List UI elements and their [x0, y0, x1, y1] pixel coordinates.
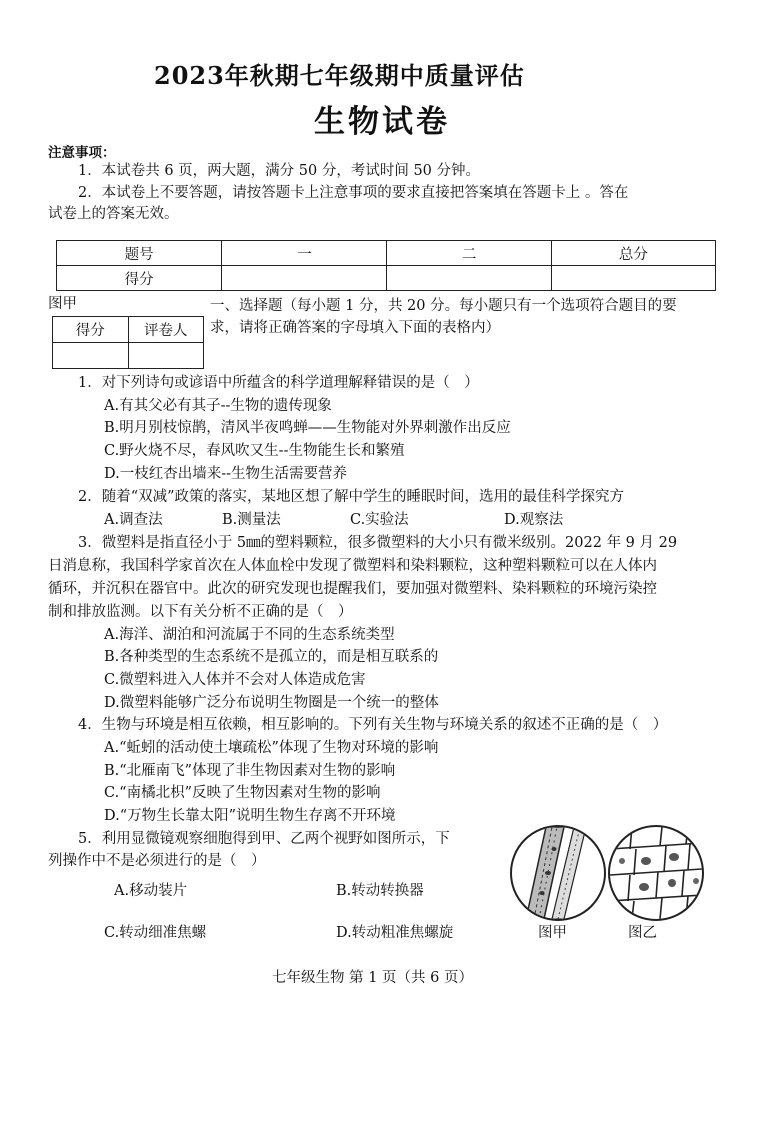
- grader-table: [52, 316, 204, 369]
- q4-option-a: A.“蚯蚓的活动使土壤疏松”体现了生物对环境的影响: [104, 740, 439, 756]
- q1-option-a: A.有其父必有其子--生物的遗传现象: [104, 398, 332, 414]
- score-header-part1: 一: [222, 241, 387, 266]
- q1-stem: 1．对下列诗句或谚语中所蕴含的科学道理解释错误的是（ ）: [78, 375, 479, 391]
- score-cell-total: [551, 266, 715, 291]
- grader-header-reviewer: 评卷人: [128, 317, 204, 343]
- q3-stem-line-2: 日消息称，我国科学家首次在人体血栓中发现了微塑料和染料颗粒，这种塑料颗粒可以在人体内: [48, 558, 657, 574]
- grader-header-score: 得分: [53, 317, 129, 343]
- q4-option-d: D.“万物生长靠太阳”说明生物生存离不开环境: [104, 808, 396, 824]
- q4-option-c: C.“南橘北枳”反映了生物因素对生物的影响: [104, 785, 381, 801]
- page-footer: 七年级生物 第 1 页（共 6 页）: [272, 970, 473, 986]
- score-header-total: 总分: [551, 241, 715, 266]
- score-cell-part1: [222, 266, 387, 291]
- q3-option-b: B.各种类型的生态系统不是孤立的，而是相互联系的: [104, 649, 439, 665]
- q3-stem-line-4: 制和排放监测。以下有关分析不正确的是（ ）: [48, 604, 353, 620]
- microscope-view-a-figure: [510, 825, 606, 921]
- q2-option-a: A.调查法: [104, 512, 163, 528]
- section-1-instructions: 求，请将正确答案的字母填入下面的表格内）: [210, 320, 500, 336]
- microscope-view-b-figure: [608, 825, 704, 921]
- grader-cell-score: [53, 343, 129, 369]
- q2-option-d: D.观察法: [504, 512, 564, 528]
- q5-option-d: D.转动粗准焦螺旋: [336, 925, 454, 941]
- q5-stem-line-2: 列操作中不是必须进行的是（ ）: [48, 853, 266, 869]
- section-1-title: 一、选择题（每小题 1 分，共 20 分。每小题只有一个选项符合题目的要: [210, 298, 677, 314]
- q3-stem-line-3: 循环，并沉积在器官中。此次的研究发现也提醒我们，要加强对微塑料、染料颗粒的环境污染控: [48, 581, 657, 597]
- q1-option-b: B.明月别枝惊鹊，清风半夜鸣蝉——生物能对外界刺激作出反应: [104, 420, 511, 436]
- notice-item-1: 1．本试卷共 6 页，两大题，满分 50 分，考试时间 50 分钟。: [78, 163, 481, 179]
- q3-option-a: A.海洋、湖泊和河流属于不同的生态系统类型: [104, 627, 395, 643]
- q5-option-c: C.转动细准焦螺: [104, 925, 207, 941]
- q5-option-b: B.转动转换器: [336, 883, 424, 899]
- q5-option-a: A.移动装片: [114, 883, 188, 899]
- score-row-label: 得分: [57, 266, 222, 291]
- q3-option-d: D.微塑料能够广泛分布说明生物圈是一个统一的整体: [104, 695, 439, 711]
- figure-b-label: 图乙: [628, 925, 657, 941]
- score-cell-part2: [387, 266, 551, 291]
- q2-option-b: B.测量法: [222, 512, 281, 528]
- exam-subtitle: 生物试卷: [314, 104, 450, 140]
- section-fig-label: 图甲: [48, 296, 77, 312]
- q1-option-d: D.一枝红杏出墙来--生物生活需要营养: [104, 466, 348, 482]
- q3-option-c: C.微塑料进入人体并不会对人体造成危害: [104, 672, 366, 688]
- q2-option-c: C.实验法: [350, 512, 409, 528]
- q5-stem-line-1: 5．利用显微镜观察细胞得到甲、乙两个视野如图所示，下: [78, 831, 450, 847]
- score-header-part2: 二: [387, 241, 551, 266]
- notice-item-2-cont: 试卷上的答案无效。: [48, 206, 179, 222]
- score-table: [56, 240, 716, 291]
- notice-heading: 注意事项：: [48, 145, 116, 161]
- exam-title: 2023年秋期七年级期中质量评估: [154, 61, 525, 90]
- grader-cell-reviewer: [128, 343, 204, 369]
- figure-a-label: 图甲: [538, 925, 567, 941]
- score-header-number: 题号: [57, 241, 222, 266]
- q4-option-b: B.“北雁南飞”体现了非生物因素对生物的影响: [104, 763, 396, 779]
- q4-stem: 4．生物与环境是相互依赖，相互影响的。下列有关生物与环境关系的叙述不正确的是（ ）: [78, 717, 668, 733]
- q1-option-c: C.野火烧不尽，春风吹又生--生物能生长和繁殖: [104, 443, 405, 459]
- notice-item-2: 2．本试卷上不要答题，请按答题卡上注意事项的要求直接把答案填在答题卡上 。答在: [78, 185, 629, 201]
- q3-stem-line-1: 3．微塑料是指直径小于 5㎜的塑料颗粒，很多微塑料的大小只有微米级别。2022 年 9 月 29: [78, 535, 678, 551]
- q2-stem: 2．随着“双减”政策的落实，某地区想了解中学生的睡眠时间，选用的最佳科学探究方: [78, 489, 625, 505]
